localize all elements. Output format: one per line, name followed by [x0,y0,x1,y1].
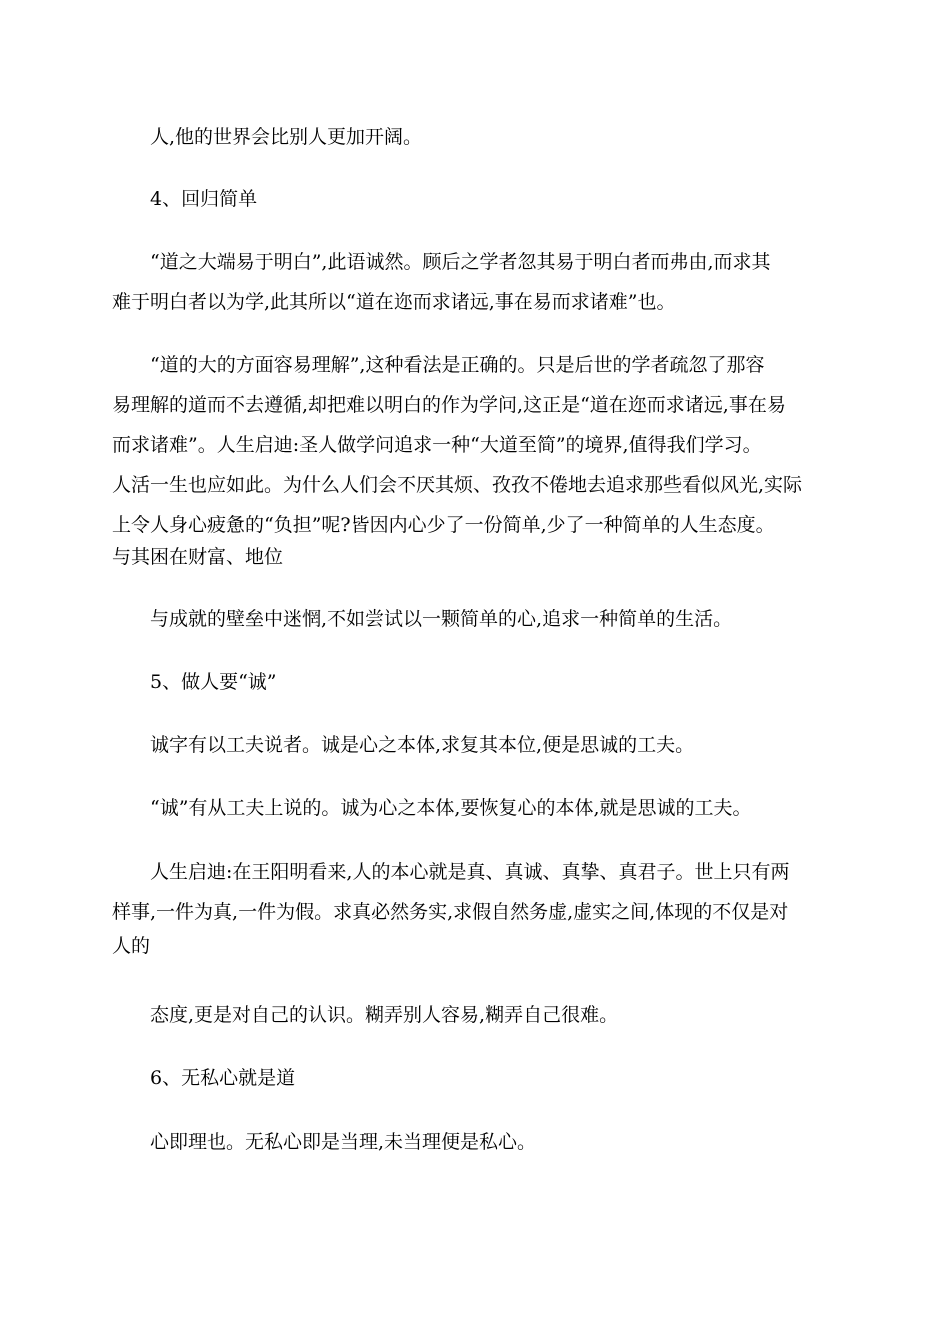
section-heading-5: 5、做人要“诚” [150,671,277,693]
paragraph-line: 人,他的世界会比别人更加开阔。 [150,126,423,148]
paragraph-line: 人的 [112,935,151,957]
paragraph-line: 样事,一件为真,一件为假。求真必然务实,求假自然务虚,虚实之间,体现的不仅是对 [112,901,789,923]
paragraph-line: 易理解的道而不去遵循,却把难以明白的作为学问,这正是“道在迩而求诸远,事在易 [112,394,786,416]
paragraph-line: 人活一生也应如此。为什么人们会不厌其烦、孜孜不倦地去追求那些看似风光,实际 [112,474,803,496]
section-heading-6: 6、无私心就是道 [150,1067,296,1089]
paragraph-line: 人生启迪:在王阳明看来,人的本心就是真、真诚、真挚、真君子。世上只有两 [150,861,790,883]
paragraph-line: 心即理也。无私心即是当理,未当理便是私心。 [150,1131,537,1153]
paragraph-line: “诚”有从工夫上说的。诚为心之本体,要恢复心的本体,就是思诚的工夫。 [150,797,752,819]
paragraph-line: 难于明白者以为学,此其所以“道在迩而求诸远,事在易而求诸难”也。 [112,291,676,313]
paragraph-line: 而求诸难”。人生启迪:圣人做学问追求一种“大道至简”的境界,值得我们学习。 [112,434,762,456]
paragraph-line: “道之大端易于明白”,此语诚然。顾后之学者忽其易于明白者而弗由,而求其 [150,251,771,273]
paragraph-line: “道的大的方面容易理解”,这种看法是正确的。只是后世的学者疏忽了那容 [150,354,765,376]
paragraph-line: 上令人身心疲惫的“负担”呢?皆因内心少了一份简单,少了一种简单的人生态度。 [112,514,775,536]
paragraph-line: 与其困在财富、地位 [112,546,284,568]
paragraph-line: 与成就的壁垒中迷惘,不如尝试以一颗简单的心,追求一种简单的生活。 [150,608,733,630]
paragraph-line: 态度,更是对自己的认识。糊弄别人容易,糊弄自己很难。 [150,1004,619,1026]
section-heading-4: 4、回归简单 [150,188,258,210]
paragraph-line: 诚字有以工夫说者。诚是心之本体,求复其本位,便是思诚的工夫。 [150,734,695,756]
